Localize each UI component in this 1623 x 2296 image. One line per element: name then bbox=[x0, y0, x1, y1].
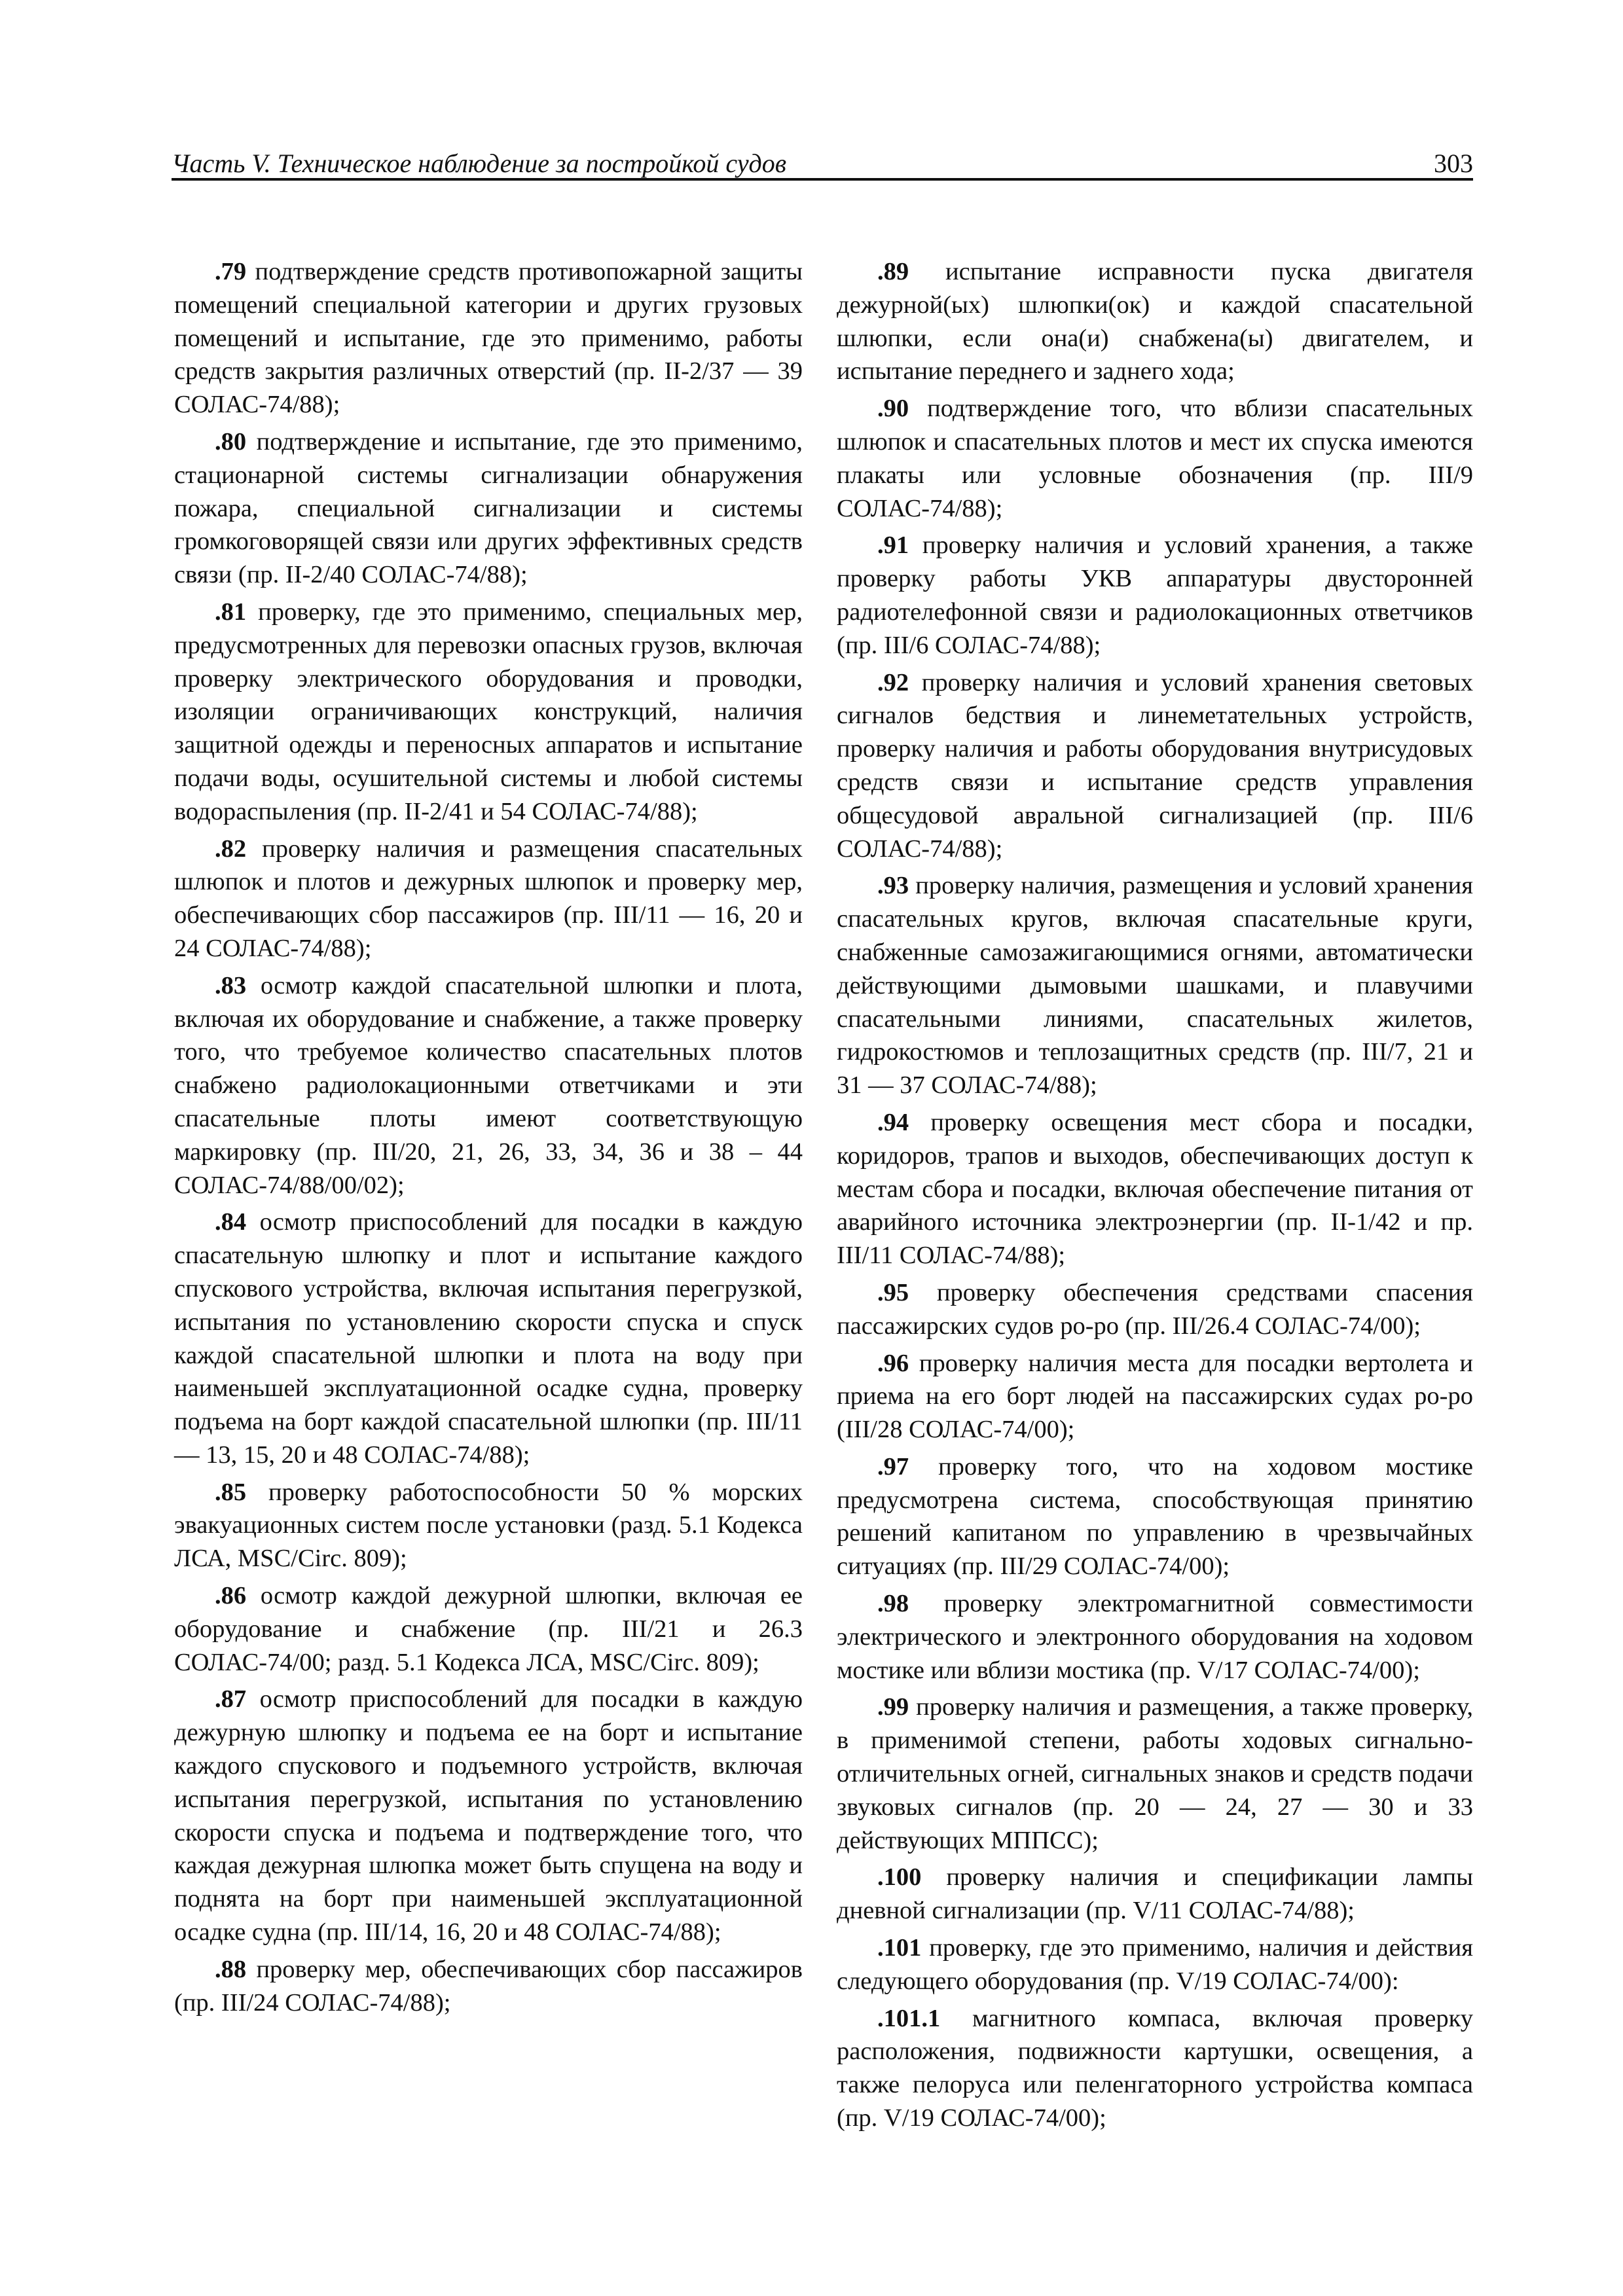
item-text: проверку мер, обеспечивающих сбор пассажиров (пр. III/24 СОЛАС-74/88); bbox=[174, 1955, 803, 2017]
list-item bbox=[174, 1476, 803, 1575]
item-text: подтверждение и испытание, где это применимо, стационарной системы сигнализации обнаружения пожара, специальной сигнализации и системы громкоговорящей связи или других эффективных средств связи (пр. II-2/40 СОЛАС-74/88); bbox=[174, 427, 803, 589]
item-number: .87 bbox=[215, 1685, 247, 1713]
item-number: .89 bbox=[877, 258, 909, 285]
list-item bbox=[837, 1106, 1473, 1272]
header-title: Часть V. Техническое наблюдение за постройкой судов bbox=[172, 149, 787, 178]
list-item bbox=[174, 255, 803, 422]
item-number: .92 bbox=[877, 668, 909, 696]
list-item bbox=[837, 1276, 1473, 1343]
item-number: .94 bbox=[877, 1108, 909, 1136]
list-item bbox=[837, 1691, 1473, 1857]
item-text: подтверждение того, что вблизи спасательных шлюпок и спасательных плотов и мест их спуска имеются плакаты или условные обозначения (пр. III/9 СОЛАС-74/88); bbox=[837, 395, 1473, 522]
item-number: .79 bbox=[215, 258, 247, 285]
item-number: .95 bbox=[877, 1278, 909, 1306]
list-item bbox=[837, 869, 1473, 1102]
item-text: осмотр каждой дежурной шлюпки, включая ее оборудование и снабжение (пр. III/21 и 26.3 СОЛАС-74/00; разд. 5.1 Кодекса ЛСА, MSC/Circ. 809); bbox=[174, 1582, 803, 1676]
item-number: .80 bbox=[215, 427, 247, 456]
item-text: осмотр приспособлений для посадки в каждую спасательную шлюпку и плот и испытание каждого спускового устройства, включая испытания перегрузкой, испытания по установлению скорости спуска и спуск каждой спасательной шлюпки и плота на воду при наименьшей эксплуатационной осадке судна, проверку подъема на борт каждой спасательной шлюпки (пр. III/11 — 13, 15, 20 и 48 СОЛАС-74/88); bbox=[174, 1208, 803, 1469]
item-text: проверку, где это применимо, специальных мер, предусмотренных для перевозки опасных грузов, включая проверку электрического оборудования и проводки, изоляции ограничивающих конструкций, наличия защитной одежды и переносных аппаратов и испытание подачи воды, осушительной системы и любой системы водораспыления (пр. II-2/41 и 54 СОЛАС-74/88); bbox=[174, 598, 803, 825]
item-text: проверку наличия места для посадки вертолета и приема на его борт людей на пассажирских судах ро-ро (III/28 СОЛАС-74/00); bbox=[837, 1349, 1473, 1444]
list-item bbox=[174, 833, 803, 965]
item-text: испытание исправности пуска двигателя дежурной(ых) шлюпки(ок) и каждой спасательной шлюпки, если она(и) снабжена(ы) двигателем, и испытание переднего и заднего хода; bbox=[837, 258, 1473, 386]
item-text: подтверждение средств противопожарной защиты помещений специальной категории и других грузовых помещений и испытание, где это применимо, работы средств закрытия различных отверстий (пр. II-2/37 — 39 СОЛАС-74/88); bbox=[174, 258, 803, 419]
item-number: .93 bbox=[877, 872, 909, 900]
list-item bbox=[837, 392, 1473, 525]
list-item bbox=[174, 969, 803, 1202]
item-text: проверку освещения мест сбора и посадки, коридоров, трапов и выходов, обеспечивающих доступ к местам сбора и посадки, включая обеспечение питания от аварийного источника электроэнергии (пр. II-1/42 и пр. III/11 СОЛАС-74/88); bbox=[837, 1108, 1473, 1270]
list-item bbox=[837, 1931, 1473, 1998]
item-number: .101.1 bbox=[877, 2004, 941, 2032]
item-text: проверку электромагнитной совместимости электрического и электронного оборудования на ходовом мостике или вблизи мостика (пр. V/17 СОЛАС-74/00); bbox=[837, 1590, 1473, 1684]
list-item bbox=[174, 1579, 803, 1679]
list-item bbox=[174, 1206, 803, 1471]
list-item bbox=[174, 1953, 803, 2020]
item-number: .98 bbox=[877, 1590, 909, 1618]
list-item bbox=[837, 1587, 1473, 1687]
right-column bbox=[837, 255, 1473, 2139]
page-number: 303 bbox=[1434, 149, 1473, 178]
item-text: осмотр каждой спасательной шлюпки и плота, включая их оборудование и снабжение, а также проверку того, что требуемое количество спасательных плотов снабжено радиолокационными ответчиками и эти спасательные плоты имеют соответствующую маркировку (пр. III/20, 21, 26, 33, 34, 36 и 38 – 44 СОЛАС-74/88/00/02); bbox=[174, 971, 803, 1199]
list-item bbox=[174, 596, 803, 829]
list-item bbox=[837, 1861, 1473, 1928]
item-number: .82 bbox=[215, 834, 247, 863]
running-header bbox=[172, 149, 1473, 181]
item-text: проверку наличия, размещения и условий хранения спасательных кругов, включая спасательные круги, снабженные самозажигающимися огнями, автоматически действующими дымовыми шашками, и плавучими спасательными линиями, спасательных жилетов, гидрокостюмов и теплозащитных средств (пр. III/7, 21 и 31 — 37 СОЛАС-74/88); bbox=[837, 872, 1473, 1100]
item-number: .85 bbox=[215, 1478, 247, 1506]
list-item bbox=[837, 255, 1473, 388]
list-item bbox=[174, 425, 803, 592]
item-text: проверку наличия и условий хранения световых сигналов бедствия и линеметательных устройств, проверку наличия и работы оборудования внутрисудовых средств связи и испытание средств управления общесудовой авральной сигнализацией (пр. III/6 СОЛАС-74/88); bbox=[837, 668, 1473, 863]
list-item bbox=[837, 1347, 1473, 1446]
item-number: .81 bbox=[215, 598, 247, 626]
item-text: проверку наличия и размещения спасательных шлюпок и плотов и дежурных шлюпок и проверку мер, обеспечивающих сбор пассажиров (пр. III/11 — 16, 20 и 24 СОЛАС-74/88); bbox=[174, 834, 803, 962]
item-number: .90 bbox=[877, 395, 909, 423]
item-number: .101 bbox=[877, 1934, 922, 1962]
item-text: проверку наличия и размещения, а также проверку, в применимой степени, работы ходовых сигнально-отличительных огней, сигнальных знаков и средств подачи звуковых сигналов (пр. 20 — 24, 27 — 30 и 33 действующих МППСС); bbox=[837, 1693, 1473, 1854]
item-number: .91 bbox=[877, 531, 909, 560]
item-number: .84 bbox=[215, 1208, 247, 1236]
item-text: проверку, где это применимо, наличия и действия следующего оборудования (пр. V/19 СОЛАС-74/00): bbox=[837, 1934, 1473, 1995]
item-number: .96 bbox=[877, 1349, 909, 1377]
item-text: осмотр приспособлений для посадки в каждую дежурную шлюпку и подъема ее на борт и испытание каждого спускового и подъемного устройств, включая испытания перегрузкой, испытания по установлению скорости спуска и подъема и подтверждение того, что каждая дежурная шлюпка может быть спущена на воду и поднята на борт при наименьшей эксплуатационной осадке судна (пр. III/14, 16, 20 и 48 СОЛАС-74/88); bbox=[174, 1685, 803, 1946]
item-text: проверку наличия и условий хранения, а также проверку работы УКВ аппаратуры двусторонней радиотелефонной связи и радиолокационных ответчиков (пр. III/6 СОЛАС-74/88); bbox=[837, 531, 1473, 659]
item-number: .83 bbox=[215, 971, 247, 999]
item-number: .99 bbox=[877, 1693, 909, 1721]
item-text: проверку того, что на ходовом мостике предусмотрена система, способствующая принятию решений капитаном по управлению в чрезвычайных ситуациях (пр. III/29 СОЛАС-74/00); bbox=[837, 1452, 1473, 1581]
item-number: .100 bbox=[877, 1863, 922, 1892]
item-text: проверку обеспечения средствами спасения пассажирских судов ро-ро (пр. III/26.4 СОЛАС-74/00); bbox=[837, 1278, 1473, 1340]
left-column bbox=[174, 255, 803, 2023]
list-item bbox=[837, 529, 1473, 662]
list-item bbox=[837, 2002, 1473, 2135]
item-number: .88 bbox=[215, 1955, 247, 1983]
list-item bbox=[837, 666, 1473, 866]
list-item bbox=[174, 1683, 803, 1948]
item-text: проверку работоспособности 50 % морских эвакуационных систем после установки (разд. 5.1 Кодекса ЛСА, MSC/Circ. 809); bbox=[174, 1478, 803, 1573]
item-number: .97 bbox=[877, 1452, 909, 1480]
item-text: магнитного компаса, включая проверку расположения, подвижности картушки, освещения, а также пелоруса или пеленгаторного устройства компаса (пр. V/19 СОЛАС-74/00); bbox=[837, 2004, 1473, 2132]
item-number: .86 bbox=[215, 1582, 247, 1610]
list-item bbox=[837, 1450, 1473, 1583]
item-text: проверку наличия и спецификации лампы дневной сигнализации (пр. V/11 СОЛАС-74/88); bbox=[837, 1863, 1473, 1925]
